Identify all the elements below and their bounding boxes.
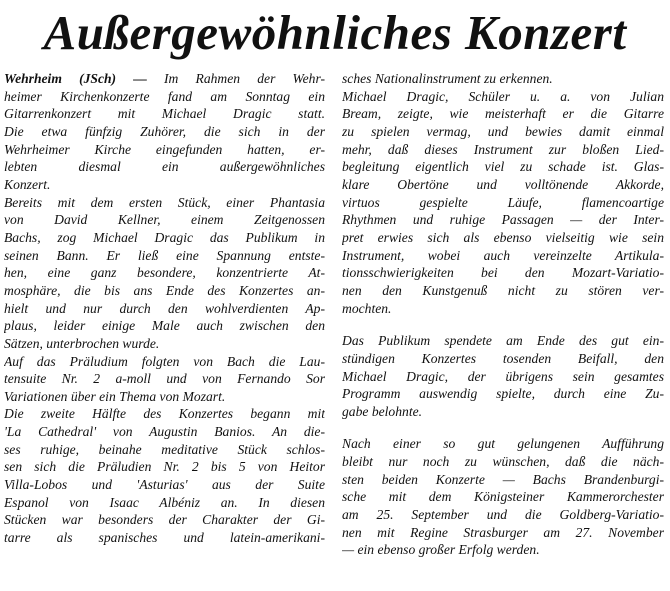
text-line: Wehrheimer Kirche eingefunden hatten, er- (4, 141, 325, 157)
text-line: tarre als spanisches und latein-amerikani- (4, 530, 325, 546)
text-line: nen mit Regine Strasburger am 27. November (342, 524, 664, 540)
text-line: seinen Bann. Er ließ eine Spannung entste- (4, 247, 325, 263)
text-line: hielt und nur durch den wohlverdienten Ap- (4, 300, 325, 316)
paragraph-gap (342, 317, 664, 332)
dateline: Wehrheim (JSch) — (4, 71, 147, 86)
text-line: Instrument, wobei auch vereinzelte Artikula- (342, 247, 664, 263)
text-line: von David Kellner, einem Zeitgenossen (4, 212, 325, 228)
paragraph-dragic (342, 70, 664, 317)
text-line: sten beiden Konzerte — Bachs Brandenburgi- (342, 471, 664, 487)
text-line: Gitarrenkonzert mit Michael Dragic statt. (4, 106, 325, 122)
text-line: zu spielen vermag, und bewies damit einmal (342, 123, 664, 139)
paragraph-outlook (342, 435, 664, 559)
text-line: Bereits mit dem ersten Stück, einer Phantasia (4, 194, 325, 210)
article-column-left (4, 70, 325, 547)
text-line: sen sich die Präludien Nr. 2 bis 5 von Heitor (4, 459, 325, 475)
text-line: Das Publikum spendete am Ende des gut ein- (342, 333, 664, 349)
text-line: pret erwies sich als ebenso vielseitig wie sein (342, 229, 664, 245)
text-line: tionsschwierigkeiten bei den Mozart-Variatio- (342, 265, 664, 281)
text-line: Nach einer so gut gelungenen Aufführung (342, 436, 664, 452)
paragraph-praeludium (4, 353, 325, 406)
text-line: — ein ebenso großer Erfolg werden. (342, 542, 540, 558)
text-line: hen, eine ganz besondere, konzentrierte At- (4, 265, 325, 281)
text-line: klare Obertöne und volltönende Akkorde, (342, 176, 664, 192)
text-line: Rhythmen und ruhige Passagen — der Inter- (342, 212, 664, 228)
text-line: Michael Dragic, Schüler u. a. von Julian (342, 88, 664, 104)
text-line: Auf das Präludium folgten von Bach die Lau- (4, 353, 325, 369)
text-line: Bachs, zog Michael Dragic das Publikum in (4, 229, 325, 245)
text-line: gabe belohnte. (342, 403, 423, 419)
text-line: Bream, zeigte, wie meisterhaft er die Gitarre (342, 106, 664, 122)
text-line: mehr, daß dieses Instrument zur bloßen Lied- (342, 141, 664, 157)
paragraph-intro (4, 70, 325, 194)
text-line: sche mit dem Königsteiner Kammerorchester (342, 489, 664, 505)
text-line: stündigen Konzertes tosenden Beifall, den (342, 350, 664, 366)
text-line: sches Nationalinstrument zu erkennen. (342, 71, 553, 86)
text-line: Variationen über ein Thema von Mozart. (4, 388, 226, 404)
article-headline: Außergewöhnliches Konzert (43, 5, 627, 60)
text-line: Michael Dragic, der übrigens sein gesamtes (342, 368, 664, 384)
text-line: Espanol von Isaac Albéniz an. In diesen (4, 494, 325, 510)
text-line: mochten. (342, 300, 392, 316)
paragraph-second-half (4, 405, 325, 546)
text-line: Wehrheim (JSch) — Im Rahmen der Wehr- (4, 71, 325, 86)
text-line: am 25. September und die Goldberg-Variatio- (342, 507, 664, 523)
text-line: plaus, leider einige Male auch zwischen den (4, 318, 325, 334)
paragraph-phantasia (4, 194, 325, 353)
text-line: virtuos gespielte Läufe, flamencoartige (342, 194, 664, 210)
text-line: ses ruhige, beinahe meditative Stück schlos- (4, 441, 325, 457)
text-line: Konzert. (4, 176, 51, 192)
text-line: tensuite Nr. 2 a-moll und von Fernando Sor (4, 371, 325, 387)
text-line: Die etwa fünfzig Zuhörer, die sich in der (4, 123, 325, 139)
text-line: bleibt nur noch zu wünschen, daß die näch- (342, 454, 664, 470)
text-line: 'La Cathedral' von Augustin Banios. An die- (4, 424, 325, 440)
text-line: lebten diesmal ein außergewöhnliches (4, 159, 325, 175)
text-line: Programm auswendig spielte, durch eine Zu- (342, 386, 664, 402)
text-line: Die zweite Hälfte des Konzertes begann mit (4, 406, 325, 422)
text-line: heimer Kirchenkonzerte fand am Sonntag ein (4, 88, 325, 104)
text-line: begleitung eigentlich viel zu schade ist. Glas- (342, 159, 664, 175)
paragraph-applause (342, 332, 664, 420)
text-line: Stücken war besonders der Charakter der Gi- (4, 512, 325, 528)
paragraph-gap (342, 420, 664, 435)
text-line: mosphäre, die bis ans Ende des Konzertes an- (4, 282, 325, 298)
article-column-right (342, 70, 664, 559)
text-line: Villa-Lobos und 'Asturias' aus der Suite (4, 477, 325, 493)
text-line: Sätzen, unterbrochen wurde. (4, 335, 160, 351)
text-line: nen den Kunstgenuß nicht zu stören ver- (342, 282, 664, 298)
